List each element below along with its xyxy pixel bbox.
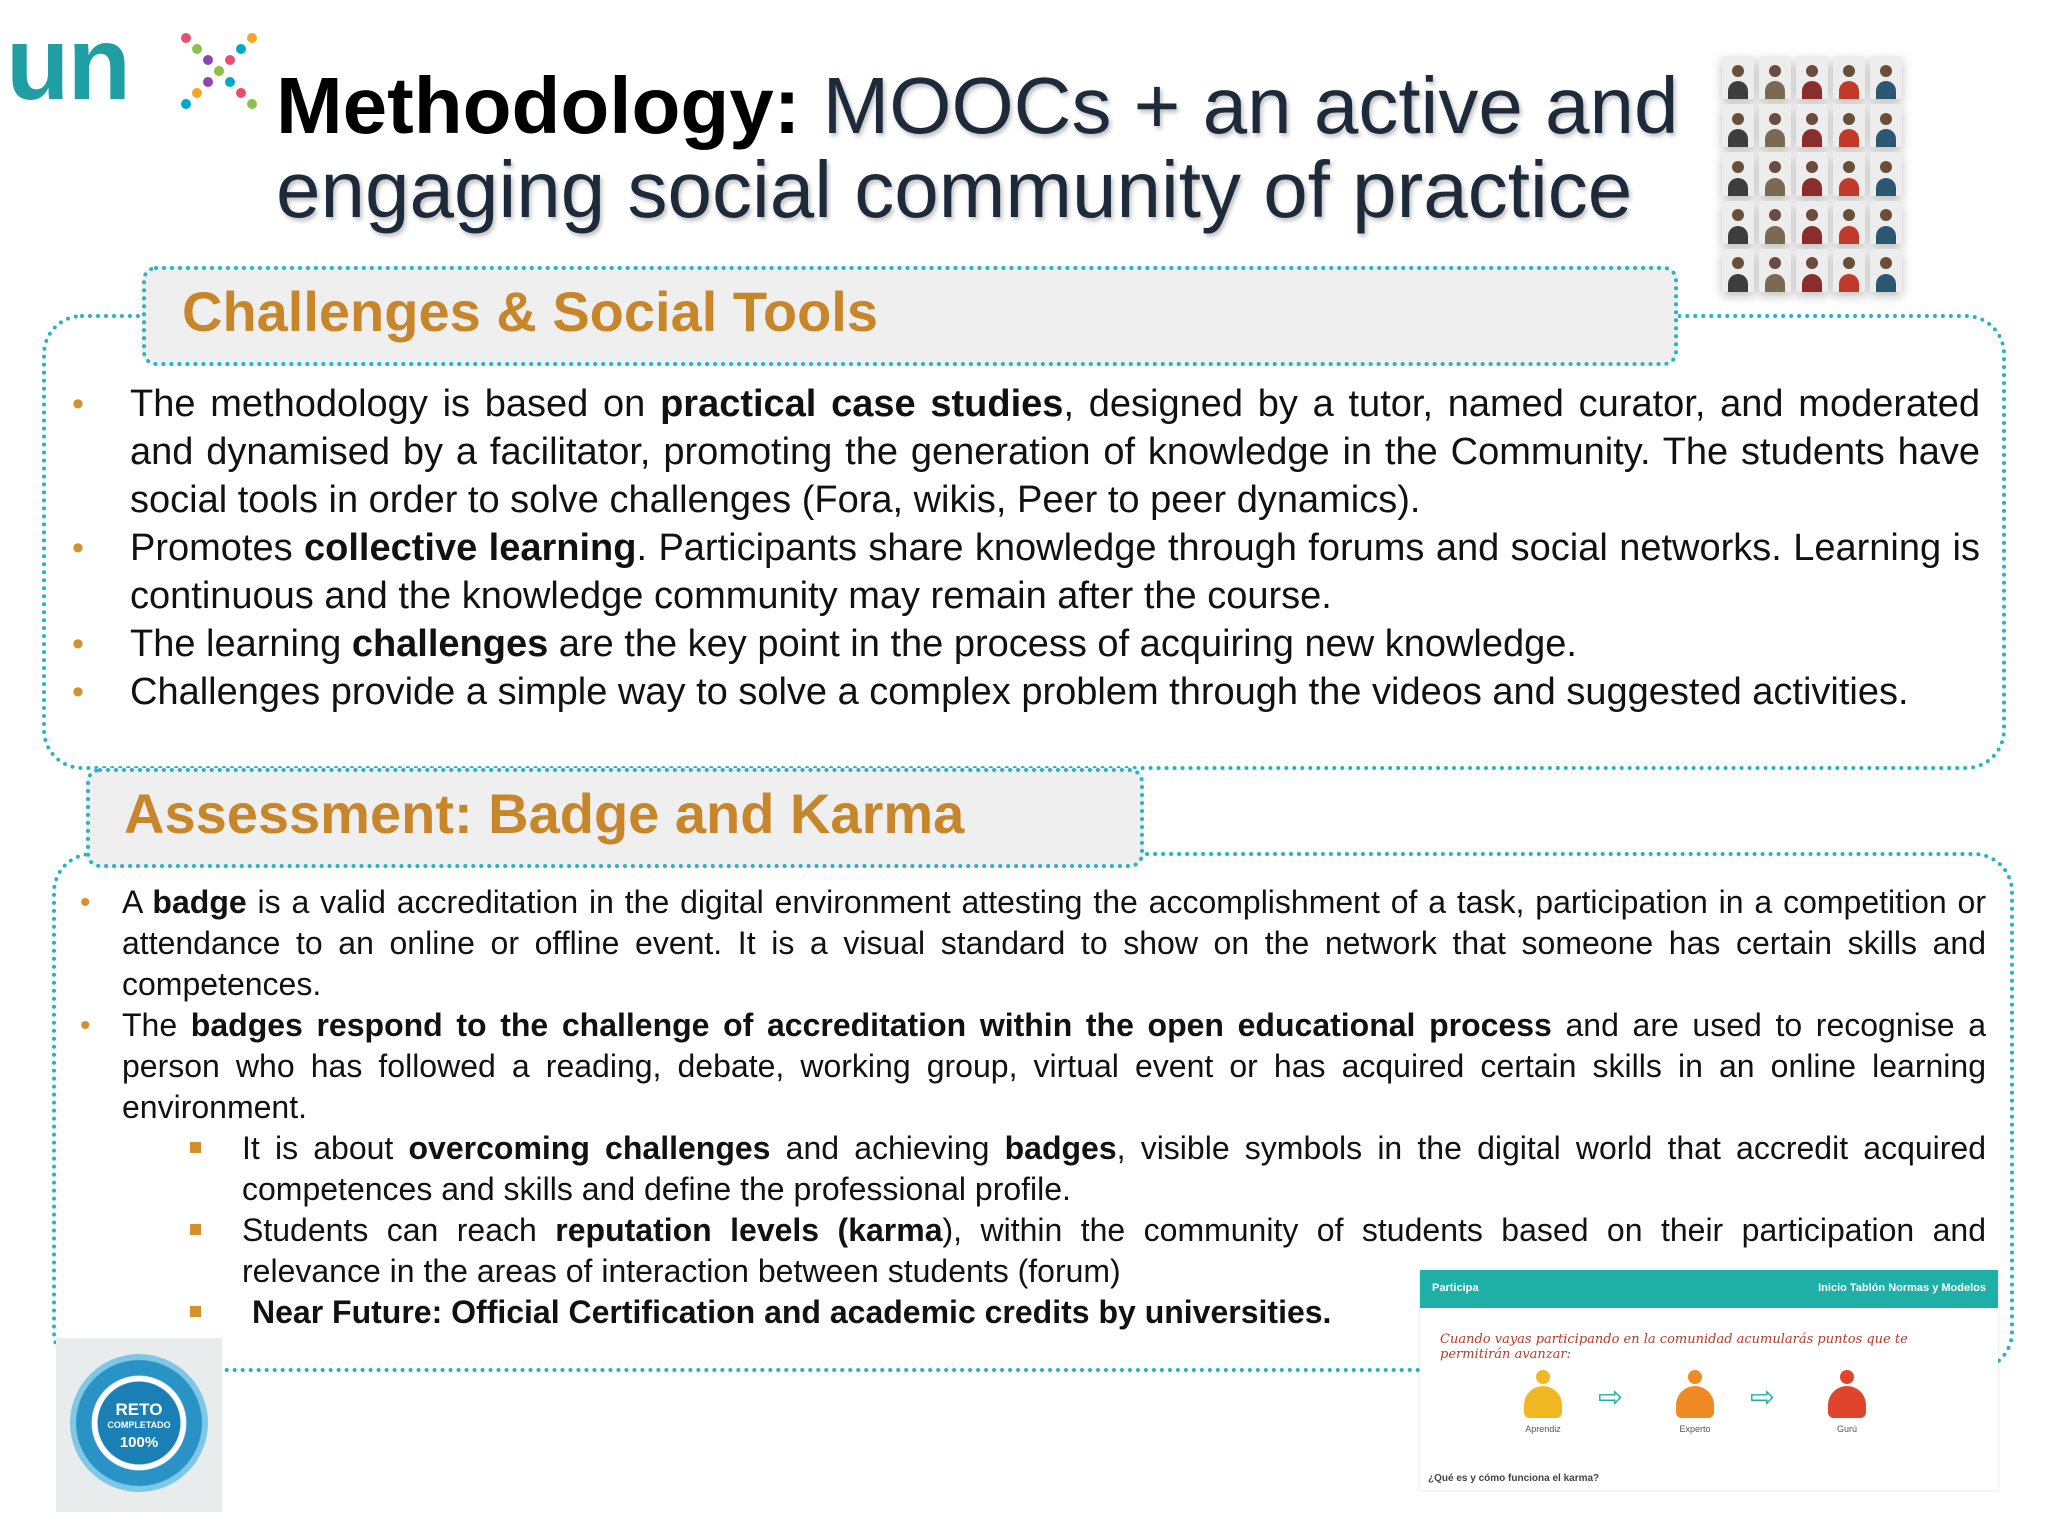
karma-topbar bbox=[1420, 1270, 1998, 1308]
logo-dot bbox=[236, 44, 246, 54]
person-photo bbox=[1796, 104, 1828, 147]
person-photo bbox=[1833, 104, 1865, 147]
bold-text: badge bbox=[152, 884, 247, 920]
logo-dot bbox=[247, 33, 257, 43]
person-photo bbox=[1759, 56, 1791, 99]
text-run: Students can reach bbox=[242, 1212, 556, 1248]
level-caption: Experto bbox=[1679, 1424, 1711, 1434]
logo-dot bbox=[203, 55, 213, 65]
challenge-bullet bbox=[72, 668, 1980, 716]
bullet-dot-icon: • bbox=[72, 625, 84, 663]
arrow-right-icon: ⇨ bbox=[1598, 1381, 1624, 1414]
text-run: ), within the community of students based on their participation and relevance in the areas of interaction between students (forum) bbox=[242, 1212, 1987, 1289]
person-photo bbox=[1796, 201, 1828, 244]
logo-wordmark: un bbox=[6, 6, 130, 122]
challenge-bullet bbox=[72, 380, 1980, 524]
person-photo bbox=[1833, 56, 1865, 99]
logo-dot bbox=[192, 44, 202, 54]
assessment-bullet-list bbox=[80, 882, 1986, 1333]
logo-x-mark bbox=[174, 26, 264, 116]
badge-line2: COMPLETADO bbox=[107, 1420, 171, 1430]
person-photo bbox=[1759, 152, 1791, 195]
logo-dot bbox=[192, 88, 202, 98]
assessment-subbullet bbox=[80, 1292, 1482, 1333]
person-photo bbox=[1870, 104, 1902, 147]
text-run: It is about bbox=[242, 1130, 409, 1166]
bullet-dot-icon: • bbox=[80, 886, 91, 919]
text-run: Promotes bbox=[130, 527, 305, 569]
text-run: and are used to recognise a person who has followed a reading, debate, working group, virtual event or has acquired certain skills in an online learning environment. bbox=[122, 1007, 1987, 1125]
challenges-heading: Challenges & Social Tools bbox=[182, 280, 879, 343]
logo-dot bbox=[225, 77, 235, 87]
karma-topbar-right: Inicio Tablón Normas y Modelos bbox=[1818, 1282, 1986, 1294]
person-photo bbox=[1833, 249, 1865, 292]
logo-dot bbox=[247, 99, 257, 109]
square-bullet-icon bbox=[190, 1142, 201, 1153]
person-photo bbox=[1722, 152, 1754, 195]
text-run: The bbox=[122, 1007, 191, 1043]
text-run: Challenges provide a simple way to solve a complex problem through the videos and suggested activities. bbox=[130, 671, 1909, 713]
text-run: are the key point in the process of acquiring new knowledge. bbox=[548, 623, 1577, 665]
person-photo bbox=[1759, 249, 1791, 292]
assessment-bullet bbox=[80, 1005, 1986, 1128]
logo-dot bbox=[236, 88, 246, 98]
badge-line3: 100% bbox=[119, 1434, 159, 1451]
assessment-bullet bbox=[80, 882, 1986, 1005]
title-rest: MOOCs + an active and engaging social community of practice bbox=[276, 61, 1679, 234]
person-photo bbox=[1722, 249, 1754, 292]
person-photo bbox=[1870, 201, 1902, 244]
karma-levels bbox=[1520, 1370, 1920, 1440]
bold-text: badges respond to the challenge of accreditation within the open educational process bbox=[190, 1007, 1552, 1043]
bold-text: Near Future: Official Certification and academic credits by universities. bbox=[252, 1294, 1332, 1330]
text-run: and achieving bbox=[770, 1130, 1005, 1166]
challenges-bullet-list bbox=[72, 380, 1980, 716]
text-run: , designed by a tutor, named curator, and moderated and dynamised by a facilitator, promoting the generation of knowledge in the Community. The students have social tools in order to solve challenges (Fora, wikis, Peer to peer dynamics). bbox=[130, 383, 1980, 521]
karma-topbar-left: Participa bbox=[1432, 1282, 1479, 1294]
text-run: A bbox=[122, 884, 153, 920]
logo-dot bbox=[203, 77, 213, 87]
bullet-dot-icon: • bbox=[72, 673, 84, 711]
person-photo bbox=[1833, 152, 1865, 195]
bold-text: overcoming challenges bbox=[408, 1130, 771, 1166]
person-photo bbox=[1722, 104, 1754, 147]
person-photo bbox=[1796, 249, 1828, 292]
unx-logo bbox=[6, 6, 256, 122]
person-photo bbox=[1796, 56, 1828, 99]
person-photo bbox=[1722, 201, 1754, 244]
arrow-right-icon: ⇨ bbox=[1750, 1381, 1776, 1414]
challenge-bullet bbox=[72, 524, 1980, 620]
karma-question: ¿Qué es y cómo funciona el karma? bbox=[1428, 1473, 1600, 1484]
badge-line1: RETO bbox=[115, 1400, 163, 1419]
person-photo bbox=[1759, 104, 1791, 147]
person-photo bbox=[1722, 56, 1754, 99]
bold-text: reputation levels (karma bbox=[555, 1212, 943, 1248]
person-photo bbox=[1870, 152, 1902, 195]
person-photo bbox=[1870, 249, 1902, 292]
text-run: , visible symbols in the digital world that accredit acquired competences and skills and define the professional profile. bbox=[242, 1130, 1987, 1207]
square-bullet-icon bbox=[190, 1306, 201, 1317]
person-photo bbox=[1796, 152, 1828, 195]
title-lead: Methodology: bbox=[276, 61, 801, 150]
assessment-subbullet bbox=[80, 1128, 1986, 1210]
bold-text: challenges bbox=[351, 623, 549, 665]
logo-dot bbox=[214, 66, 224, 76]
bold-text: collective learning bbox=[304, 527, 637, 569]
badge-image bbox=[56, 1338, 222, 1512]
logo-dot bbox=[225, 55, 235, 65]
text-run: The learning bbox=[130, 623, 352, 665]
person-photo bbox=[1870, 56, 1902, 99]
square-bullet-icon bbox=[190, 1224, 201, 1235]
level-caption: Gurú bbox=[1836, 1424, 1857, 1434]
bullet-dot-icon: • bbox=[80, 1009, 91, 1042]
person-photo bbox=[1759, 201, 1791, 244]
bold-text: practical case studies bbox=[660, 383, 1064, 425]
person-photo bbox=[1833, 201, 1865, 244]
level-figure-icon bbox=[1520, 1370, 1566, 1434]
text-run: The methodology is based on bbox=[130, 383, 661, 425]
level-caption: Aprendiz bbox=[1525, 1424, 1561, 1434]
bold-text: badges bbox=[1004, 1130, 1117, 1166]
karma-caption: Cuando vayas participando en la comunidad acumularás puntos que te permitirán avanzar: bbox=[1440, 1332, 1908, 1362]
karma-screenshot bbox=[1420, 1270, 1998, 1490]
level-figure-icon bbox=[1824, 1370, 1870, 1434]
logo-dot bbox=[181, 33, 191, 43]
logo-dot bbox=[181, 99, 191, 109]
challenge-bullet bbox=[72, 620, 1980, 668]
slide-title bbox=[276, 61, 1716, 234]
text-run: is a valid accreditation in the digital environment attesting the accomplishment of a task, participation in a competition or attendance to an online or offline event. It is a visual standard to show on the network that someone has certain skills and competences. bbox=[122, 884, 1986, 1002]
level-figure-icon bbox=[1672, 1370, 1718, 1434]
assessment-heading: Assessment: Badge and Karma bbox=[124, 782, 965, 845]
bullet-dot-icon: • bbox=[72, 385, 84, 423]
bullet-dot-icon: • bbox=[72, 529, 84, 567]
text-run: . Participants share knowledge through forums and social networks. Learning is continuous and the knowledge community may remain after the course. bbox=[130, 527, 1980, 617]
community-photo-grid bbox=[1722, 56, 1902, 292]
